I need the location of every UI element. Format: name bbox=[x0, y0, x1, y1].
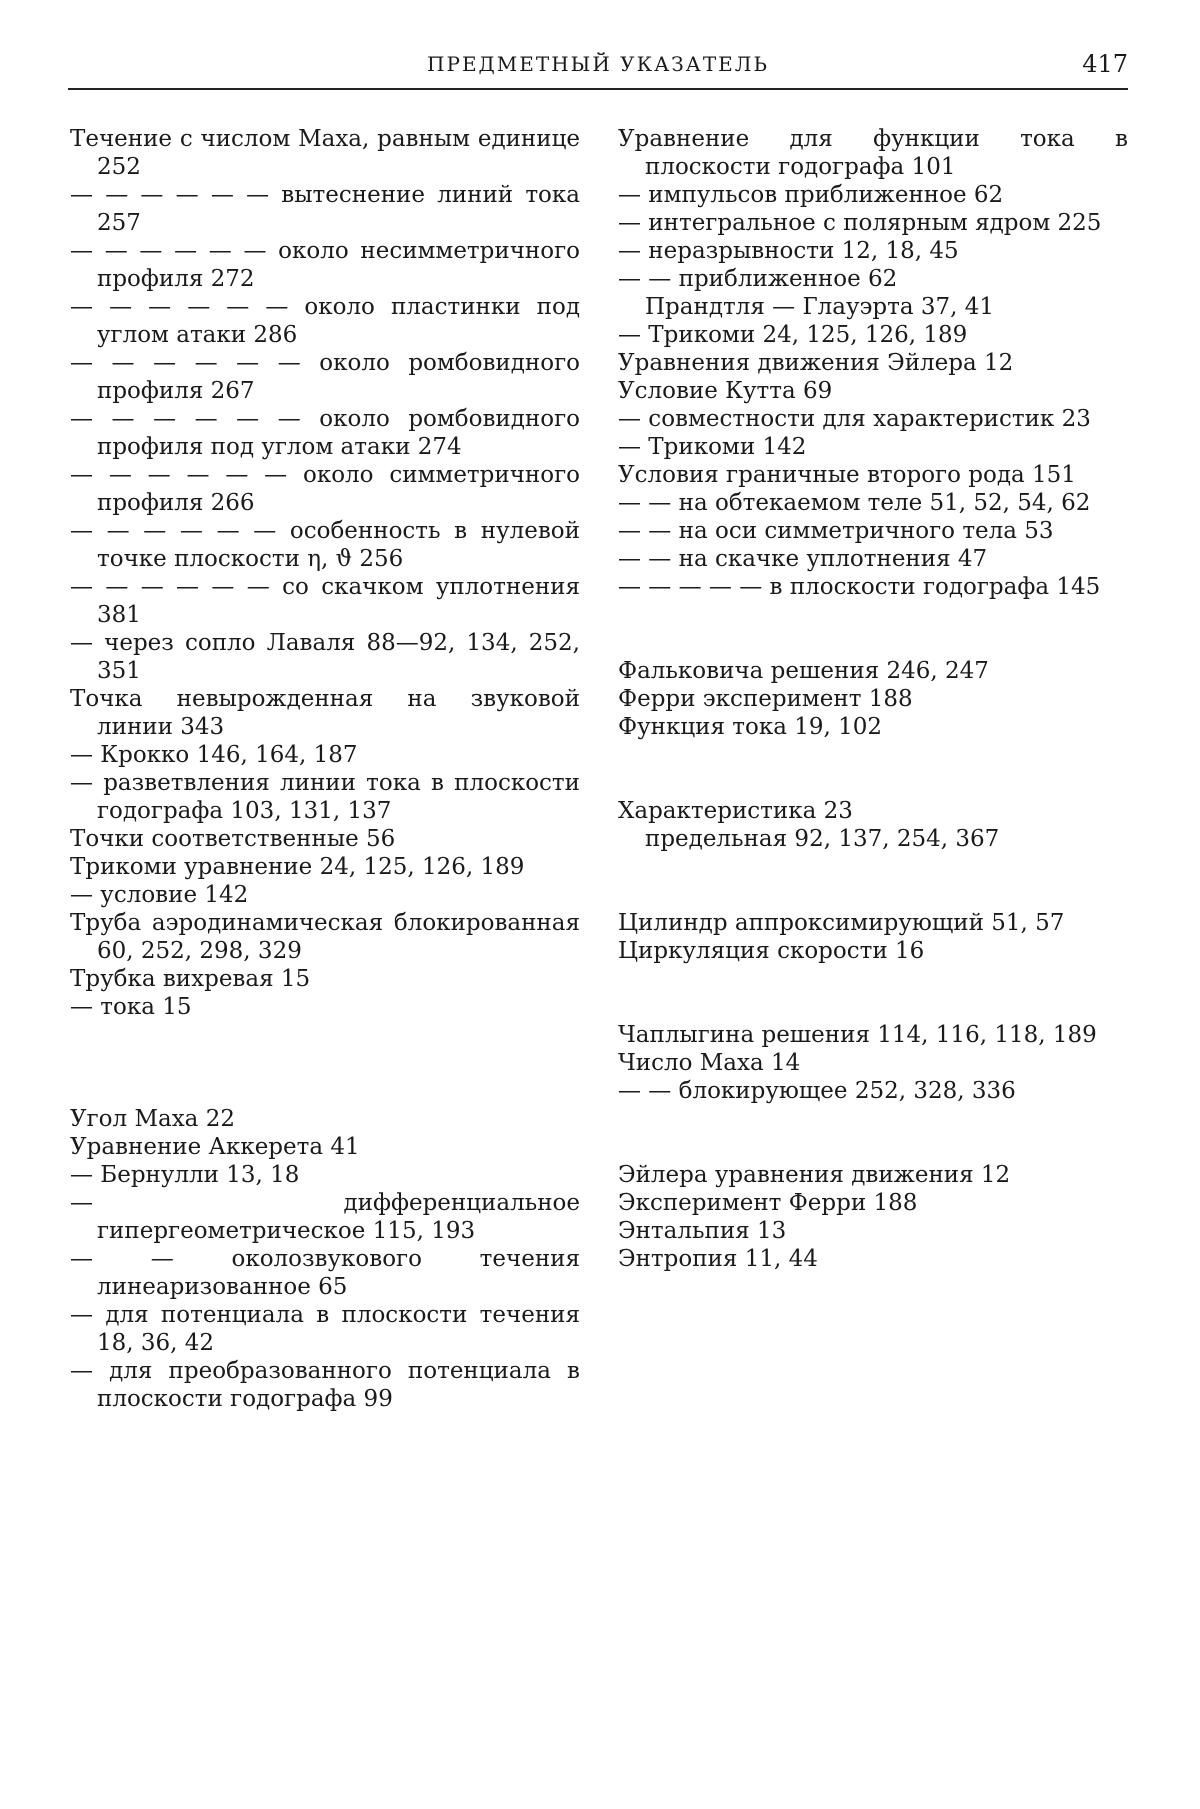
section-gap bbox=[618, 1105, 1128, 1161]
index-entry: — — — — — — около ромбовидного профиля 267 bbox=[70, 350, 580, 404]
section-gap bbox=[618, 601, 1128, 657]
index-entry: — тока 15 bbox=[70, 994, 192, 1020]
index-entry: — — — — — — со скачком уплотнения 381 bbox=[70, 574, 580, 628]
index-group-ts bbox=[618, 909, 1128, 965]
index-group-h bbox=[618, 797, 1128, 853]
index-entry: Течение с числом Маха, равным единице 252 bbox=[70, 126, 580, 180]
index-group-f bbox=[618, 657, 1128, 741]
index-entry: Характеристика 23 bbox=[618, 798, 853, 824]
index-entry: — Трикоми 142 bbox=[618, 434, 807, 460]
index-entry: — — — — — — около ромбовидного профиля под углом атаки 274 bbox=[70, 406, 580, 460]
section-gap bbox=[618, 853, 1128, 909]
index-entry: — — на скачке уплотнения 47 bbox=[618, 546, 988, 572]
right-column bbox=[618, 125, 1128, 1273]
index-entry: Ферри эксперимент 188 bbox=[618, 686, 913, 712]
index-entry: — импульсов приближенное 62 bbox=[618, 182, 1004, 208]
index-entry: Фальковича решения 246, 247 bbox=[618, 658, 989, 684]
index-entry: Число Маха 14 bbox=[618, 1050, 801, 1076]
index-entry: Уравнение Аккерета 41 bbox=[70, 1134, 360, 1160]
index-entry: — дифференциальное гипергеометрическое 115, 193 bbox=[70, 1190, 580, 1244]
index-entry: — для потенциала в плоскости течения 18, 36, 42 bbox=[70, 1302, 580, 1356]
index-group-u-continued bbox=[618, 125, 1128, 601]
index-entry: — — — — — — около пластинки под углом атаки 286 bbox=[70, 294, 580, 348]
section-gap bbox=[618, 741, 1128, 797]
index-entry: Функция тока 19, 102 bbox=[618, 714, 883, 740]
index-entry: Чаплыгина решения 114, 116, 118, 189 bbox=[618, 1022, 1097, 1048]
index-entry: — Бернулли 13, 18 bbox=[70, 1162, 300, 1188]
index-entry: Трикоми уравнение 24, 125, 126, 189 bbox=[70, 854, 525, 880]
index-entry: — — — — — — особенность в нулевой точке плоскости η, ϑ 256 bbox=[70, 518, 580, 572]
index-entry: Условие Кутта 69 bbox=[618, 378, 833, 404]
index-entry: — — блокирующее 252, 328, 336 bbox=[618, 1078, 1016, 1104]
index-entry: Эйлера уравнения движения 12 bbox=[618, 1162, 1011, 1188]
index-entry: — — — — — — вытеснение линий тока 257 bbox=[70, 182, 580, 236]
index-entry: — — на обтекаемом теле 51, 52, 54, 62 bbox=[618, 490, 1091, 516]
index-entry: — — околозвукового течения линеаризованное 65 bbox=[70, 1246, 580, 1300]
page-number: 417 bbox=[1082, 50, 1128, 78]
index-group-ch bbox=[618, 1021, 1128, 1105]
index-entry: Уравнение для функции тока в плоскости годографа 101 bbox=[618, 126, 1128, 180]
index-entry: — совместности для характеристик 23 bbox=[618, 406, 1091, 432]
index-entry: — разветвления линии тока в плоскости годографа 103, 131, 137 bbox=[70, 770, 580, 824]
index-entry: — для преобразованного потенциала в плоскости годографа 99 bbox=[70, 1358, 580, 1412]
index-entry: — интегральное с полярным ядром 225 bbox=[618, 210, 1102, 236]
index-entry: — — на оси симметричного тела 53 bbox=[618, 518, 1054, 544]
index-entry: Труба аэродинамическая блокированная 60, 252, 298, 329 bbox=[70, 910, 580, 964]
index-entry: — — — — — — около несимметричного профиля 272 bbox=[70, 238, 580, 292]
index-group-u bbox=[70, 1105, 580, 1413]
section-gap bbox=[70, 1021, 580, 1105]
index-entry: Точка невырожденная на звуковой линии 343 bbox=[70, 686, 580, 740]
index-group-e bbox=[618, 1161, 1128, 1273]
index-entry: — условие 142 bbox=[70, 882, 249, 908]
index-group-t bbox=[70, 125, 580, 1021]
index-entry: предельная 92, 137, 254, 367 bbox=[645, 826, 1000, 852]
index-entry: Энтропия 11, 44 bbox=[618, 1246, 818, 1272]
index-entry: Условия граничные второго рода 151 bbox=[618, 462, 1076, 488]
index-entry: — — приближенное 62 bbox=[618, 266, 898, 292]
header-rule bbox=[68, 88, 1128, 90]
left-column bbox=[70, 125, 580, 1413]
section-gap bbox=[618, 965, 1128, 1021]
index-entry: Эксперимент Ферри 188 bbox=[618, 1190, 918, 1216]
index-entry: — через сопло Лаваля 88—92, 134, 252, 351 bbox=[70, 630, 580, 684]
index-entry: Энтальпия 13 bbox=[618, 1218, 787, 1244]
index-entry: — неразрывности 12, 18, 45 bbox=[618, 238, 959, 264]
index-entry: — Крокко 146, 164, 187 bbox=[70, 742, 358, 768]
index-entry: Цилиндр аппроксимирующий 51, 57 bbox=[618, 910, 1065, 936]
header-title: ПРЕДМЕТНЫЙ УКАЗАТЕЛЬ bbox=[427, 52, 769, 76]
index-entry: Циркуляция скорости 16 bbox=[618, 938, 925, 964]
index-entry: — — — — — в плоскости годографа 145 bbox=[618, 574, 1101, 600]
index-entry: Уравнения движения Эйлера 12 bbox=[618, 350, 1014, 376]
index-entry: Угол Маха 22 bbox=[70, 1106, 235, 1132]
index-entry: Прандтля — Глауэрта 37, 41 bbox=[645, 294, 995, 320]
index-entry: Трубка вихревая 15 bbox=[70, 966, 311, 992]
running-header bbox=[68, 52, 1128, 88]
index-entry: — Трикоми 24, 125, 126, 189 bbox=[618, 322, 968, 348]
index-entry: — — — — — — около симметричного профиля 266 bbox=[70, 462, 580, 516]
index-entry: Точки соответственные 56 bbox=[70, 826, 396, 852]
